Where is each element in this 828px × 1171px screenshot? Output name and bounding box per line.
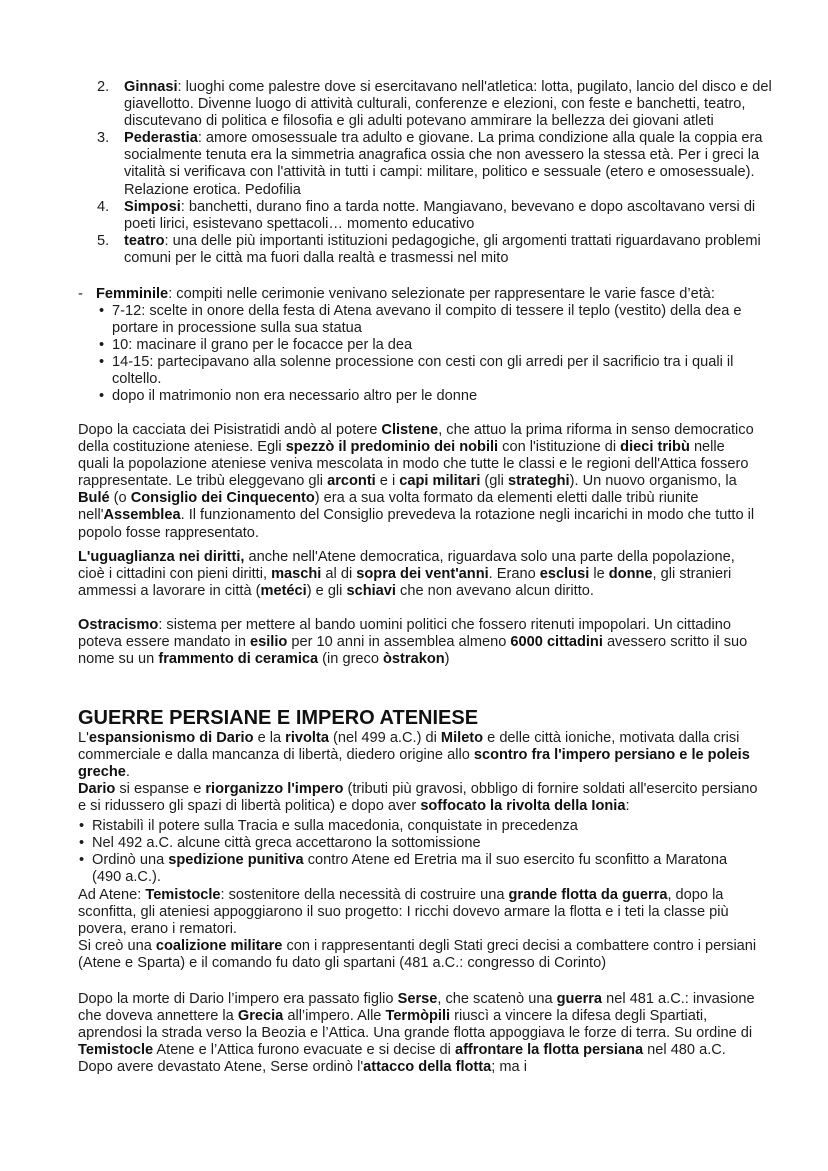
list-item: • Ordinò una spedizione punitiva contro Atene ed Eretria ma il suo esercito fu sconfitto a Maratona (490 a.C.). [79,852,728,886]
coalizione-paragraph: Si creò una coalizione militare con i rappresentanti degli Stati greci decisi a combattere contro i persiani (Atene e Sparta) e il comando fu dato gli spartani (481 a.C.: congresso di Corinto) [78,938,757,972]
item-text: : amore omosessuale tra adulto e giovane. La prima condizione alla quale la coppia era socialmente tenuta era la simmetria anagrafica ossia che non avessero la stessa età. Per i greci la vitalità si verificava con l'attività in tutti i campi: militare, politico e sessuale (etero e omosessuale). Relazione erotica. Pedofilia [124,130,763,198]
list-item [97,233,787,267]
femminile-sublist [98,303,778,406]
dario-paragraph: Dario si espanse e riorganizzo l'impero (tributi più gravosi, obbligo di fornire soldati all'esercito persiano e si ridussero gli spazi di libertà politica) e dopo aver soffocato la rivolta della Ionia: [78,781,758,815]
bullet-icon: • [99,337,105,354]
list-item-text: 7-12: scelte in onore della festa di Atena avevano il compito di tessere il teplo (vestito) della dea e portare in processione sulla sua statua [112,303,742,337]
bullet-icon: • [79,835,85,852]
temistocle-paragraph: Ad Atene: Temistocle: sostenitore della necessità di costruire una grande flotta da guerra, dopo la sconfitta, gli ateniesi appoggiarono il suo progetto: I ricchi dovevo armare la flotta e i teti la classe più povera, erano i rematori. [78,887,729,938]
numbered-list [97,79,787,267]
list-item [97,199,787,233]
item-term: Simposi [124,198,181,215]
list-item: • Ristabilì il potere sulla Tracia e sulla macedonia, conquistate in precedenza [79,818,578,834]
list-item [97,79,787,130]
item-text: : una delle più importanti istituzioni pedagogiche, gli argomenti trattati riguardavano problemi comuni per le città ma fuori dalla realtà e trasmessi nel mito [124,232,761,266]
item-term: Ginnasi [124,79,178,95]
ostracismo-paragraph: Ostracismo: sistema per mettere al bando uomini politici che fossero ritenuti impopolari. Un cittadino poteva essere mandato in esilio per 10 anni in assemblea almeno 6000 cittadini avessero scritto il suo nome su un frammento di ceramica (in greco òstrakon) [78,617,748,668]
list-item-text: 10: macinare il grano per le focacce per la dea [112,337,413,354]
list-item-text: dopo il matrimonio non era necessario altro per le donne [112,388,478,405]
item-text: : luoghi come palestre dove si esercitavano nell'atletica: lotta, pugilato, lancio del disco e del giavellotto. Divenne luogo di attività culturali, conferenze e elezioni, con feste e banchetti, teatro, discutevano di politica e filosofia e gli adulti potevano ammirare la bellezza dei giovani atleti [124,79,772,130]
bullet-icon: • [99,354,105,371]
espansionismo-paragraph: L'espansionismo di Dario e la rivolta (nel 499 a.C.) di Mileto e delle città ioniche, motivata dalla crisi commerciale e dalla mancanza di libertà, diedero origine allo scontro fra l'impero persiano e le poleis greche. [78,730,750,781]
list-item-text: 14-15: partecipavano alla solenne processione con cesti con gli arredi per il sacrificio tra i quali il coltello. [112,354,734,388]
list-item [98,354,778,388]
uguaglianza-paragraph: L'uguaglianza nei diritti, anche nell'Atene democratica, riguardava solo una parte della popolazione, cioè i cittadini con pieni diritti, maschi al di sopra dei vent'anni. Erano esclusi le donne, gli stranieri ammessi a lavorare in città (metéci) e gli schiavi che non avevano alcun diritto. [78,549,735,600]
list-item [97,130,787,198]
item-number: 5. [97,232,110,249]
femminile-term: Femminile [96,286,169,302]
list-item: • Nel 492 a.C. alcune città greca accettarono la sottomissione [79,835,481,852]
item-text: : banchetti, durano fino a tarda notte. Mangiavano, bevevano e dopo ascoltavano versi di poeti lirici, esistevano spettacoli… momento educativo [124,198,756,232]
item-number: 2. [97,79,110,95]
bullet-icon: • [79,852,85,869]
list-item [98,303,778,337]
clistene-paragraph: Dopo la cacciata dei Pisistratidi andò al potere Clistene, che attuo la prima riforma in senso democratico della costituzione ateniese. Egli spezzò il predominio dei nobili con l'istituzione di dieci tribù nelle quali la popolazione ateniese veniva mescolata in modo che tutte le classi e le regioni dell'Attica fossero rappresentate. Le tribù eleggevano gli arconti e i capi militari (gli strateghi). Un nuovo organismo, la Bulé (o Consiglio dei Cinquecento) era a sua volta formato da elementi eletti dalle tribù riunite nell'Assemblea. Il funzionamento del Consiglio prevedeva la rotazione negli incarichi in modo che tutto il popolo fosse rappresentato. [78,422,755,541]
item-number: 3. [97,130,110,147]
list-item [98,337,778,354]
dario-bullet-list [78,818,758,886]
serse-paragraph: Dopo la morte di Dario l’impero era passato figlio Serse, che scatenò una guerra nel 481 a.C.: invasione che doveva annettere la Grecia all’impero. Alle Termòpili riuscì a vincere la difesa degli Spartiati, aprendosi la strada verso la Beozia e l’Attica. Una grande flotta appoggiava le forze di terra. Su ordine di Temistocle Atene e l’Attica furono evacuate e si decise di affrontare la flotta persiana nel 480 a.C. Dopo avere devastato Atene, Serse ordinò l'attacco della flotta; ma i [78,991,755,1076]
section-heading: GUERRE PERSIANE E IMPERO ATENIESE [78,707,479,729]
femminile-text: : compiti nelle cerimonie venivano selezionate per rappresentare le varie fasce d’età: [168,286,715,302]
bullet-icon: • [99,303,105,319]
dash-marker: - [78,286,83,302]
bullet-icon: • [99,388,105,405]
item-term: teatro [124,232,165,249]
item-number: 4. [97,198,110,215]
femminile-item [78,286,778,303]
item-term: Pederastia [124,130,198,147]
list-item [98,388,778,405]
bullet-icon: • [79,818,85,834]
